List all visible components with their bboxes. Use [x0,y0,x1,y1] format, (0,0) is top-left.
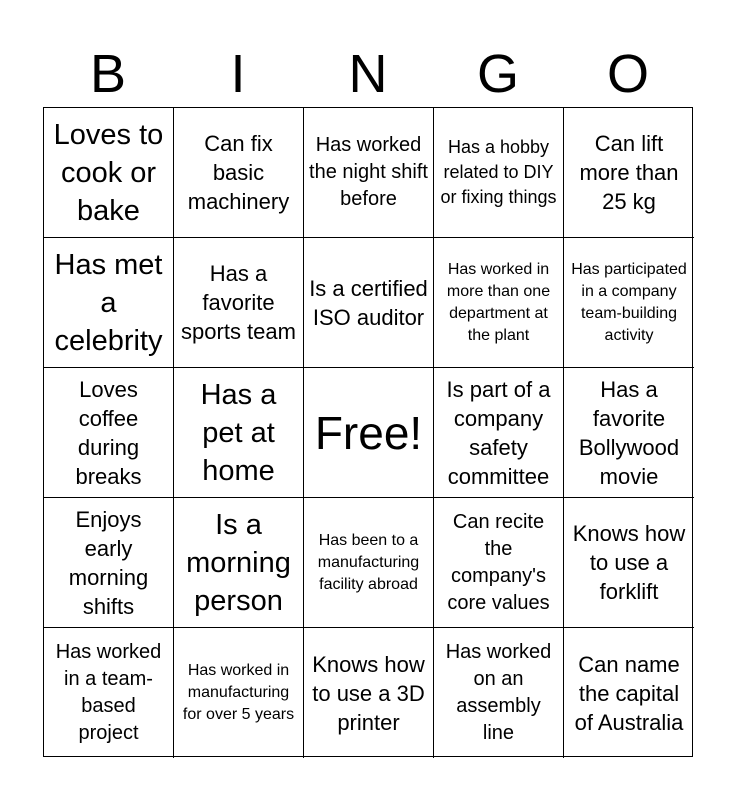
cell-text: Is a certified ISO auditor [309,275,428,330]
bingo-cell[interactable] [304,238,434,368]
cell-text: Has a favorite Bollywood movie [578,376,680,489]
cell-text: Knows how to use a forklift [572,521,686,604]
cell-text: Has met a celebrity [54,248,163,357]
bingo-cell[interactable] [174,498,304,628]
header-letter-n: N [348,44,388,104]
bingo-cell[interactable] [174,238,304,368]
cell-text: Enjoys early morning shifts [68,506,149,619]
bingo-cell[interactable] [174,108,304,238]
cell-text: Has worked in more than one department at the plant [446,260,551,344]
bingo-cell[interactable] [564,108,694,238]
bingo-cell[interactable] [564,238,694,368]
cell-text: Has a favorite sports team [181,261,296,344]
bingo-cell[interactable] [434,628,564,758]
bingo-cell[interactable] [44,368,174,498]
cell-text: Can lift more than 25 kg [579,131,679,214]
free-space-text: Free! [314,406,423,459]
header-letter-b: B [89,44,127,104]
header-letter-i: I [230,44,246,104]
cell-text: Knows how to use a 3D printer [312,651,425,735]
cell-text: Can fix basic machinery [187,131,290,214]
cell-text: Has worked in manufacturing for over 5 years [182,662,295,723]
cell-text: Can recite the company's core values [447,510,550,614]
cell-text: Loves to cook or bake [53,118,164,227]
cell-text: Is a morning person [186,508,291,617]
cell-text: Is part of a company safety committee [446,376,551,489]
cell-text: Has worked on an assembly line [445,641,552,744]
bingo-cell[interactable] [564,368,694,498]
cell-text: Loves coffee during breaks [75,376,142,489]
cell-text: Has a hobby related to DIY or fixing things [440,137,557,207]
cell-text: Has worked in a team-based project [55,641,162,744]
bingo-cell[interactable] [174,628,304,758]
bingo-cell[interactable] [44,108,174,238]
bingo-cell[interactable] [564,628,694,758]
header-letter-o: O [606,44,649,104]
bingo-header [43,40,693,108]
bingo-cell[interactable] [44,238,174,368]
bingo-cell[interactable] [434,108,564,238]
bingo-cell[interactable] [304,628,434,758]
cell-text: Has participated in a company team-building activity [571,260,687,344]
bingo-cell[interactable] [174,368,304,498]
header-letter-g: G [476,44,519,104]
bingo-cell[interactable] [304,498,434,628]
bingo-cell[interactable] [44,628,174,758]
bingo-cell[interactable] [44,498,174,628]
cell-text: Has been to a manufacturing facility abroad [317,531,420,593]
bingo-card-grid [43,107,693,757]
cell-text: Can name the capital of Australia [574,651,684,735]
free-space-cell[interactable] [304,368,434,498]
bingo-cell[interactable] [304,108,434,238]
bingo-cell[interactable] [434,498,564,628]
cell-text: Has worked the night shift before [309,134,428,210]
bingo-cell[interactable] [434,238,564,368]
bingo-cell[interactable] [434,368,564,498]
bingo-cell[interactable] [564,498,694,628]
cell-text: Has a pet at home [200,378,277,487]
